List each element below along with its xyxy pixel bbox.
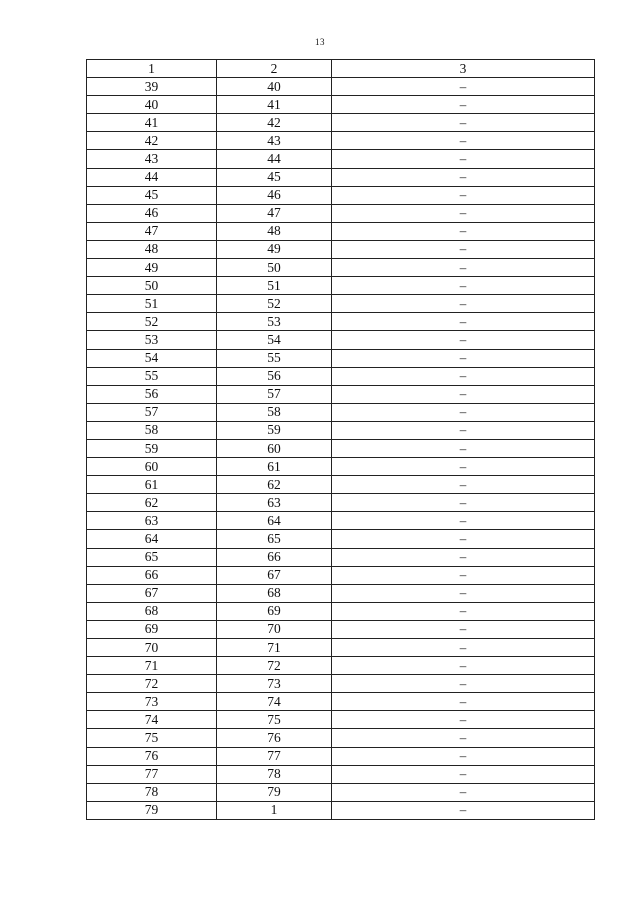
cell-col-1: 47 (87, 222, 217, 240)
cell-col-3: – (332, 530, 595, 548)
table-row (87, 385, 595, 403)
cell-col-3: – (332, 783, 595, 801)
cell-col-2: 60 (217, 439, 332, 457)
cell-col-2: 61 (217, 458, 332, 476)
data-table (86, 59, 595, 820)
cell-col-2: 75 (217, 711, 332, 729)
table-row (87, 313, 595, 331)
cell-col-2: 1 (217, 801, 332, 819)
cell-col-1: 59 (87, 439, 217, 457)
table-row (87, 331, 595, 349)
cell-col-2: 73 (217, 675, 332, 693)
cell-col-1: 50 (87, 277, 217, 295)
column-header-1: 1 (87, 60, 217, 78)
cell-col-2: 79 (217, 783, 332, 801)
cell-col-3: – (332, 277, 595, 295)
cell-col-2: 78 (217, 765, 332, 783)
table-row (87, 747, 595, 765)
table-header (87, 60, 595, 78)
cell-col-3: – (332, 602, 595, 620)
cell-col-3: – (332, 675, 595, 693)
column-header-3: 3 (332, 60, 595, 78)
cell-col-2: 42 (217, 114, 332, 132)
table-row (87, 349, 595, 367)
table-row (87, 78, 595, 96)
cell-col-2: 72 (217, 657, 332, 675)
cell-col-3: – (332, 222, 595, 240)
cell-col-1: 49 (87, 259, 217, 277)
cell-col-1: 58 (87, 421, 217, 439)
cell-col-3: – (332, 150, 595, 168)
cell-col-3: – (332, 584, 595, 602)
table-row (87, 367, 595, 385)
cell-col-1: 51 (87, 295, 217, 313)
cell-col-2: 64 (217, 512, 332, 530)
table-row (87, 186, 595, 204)
cell-col-1: 69 (87, 620, 217, 638)
cell-col-2: 69 (217, 602, 332, 620)
cell-col-3: – (332, 295, 595, 313)
table-row (87, 639, 595, 657)
cell-col-1: 63 (87, 512, 217, 530)
table-body (87, 78, 595, 820)
cell-col-2: 41 (217, 96, 332, 114)
cell-col-3: – (332, 421, 595, 439)
cell-col-1: 57 (87, 403, 217, 421)
cell-col-1: 41 (87, 114, 217, 132)
table-row (87, 204, 595, 222)
cell-col-1: 53 (87, 331, 217, 349)
cell-col-3: – (332, 240, 595, 258)
table-row (87, 566, 595, 584)
cell-col-3: – (332, 494, 595, 512)
cell-col-1: 48 (87, 240, 217, 258)
cell-col-3: – (332, 439, 595, 457)
table-row (87, 150, 595, 168)
table-row (87, 96, 595, 114)
cell-col-2: 51 (217, 277, 332, 295)
table-row (87, 783, 595, 801)
cell-col-1: 44 (87, 168, 217, 186)
cell-col-2: 67 (217, 566, 332, 584)
table-row (87, 132, 595, 150)
cell-col-3: – (332, 765, 595, 783)
cell-col-2: 63 (217, 494, 332, 512)
cell-col-2: 71 (217, 639, 332, 657)
cell-col-3: – (332, 566, 595, 584)
cell-col-3: – (332, 729, 595, 747)
table-row (87, 602, 595, 620)
cell-col-1: 77 (87, 765, 217, 783)
cell-col-2: 59 (217, 421, 332, 439)
cell-col-3: – (332, 367, 595, 385)
cell-col-3: – (332, 78, 595, 96)
cell-col-2: 70 (217, 620, 332, 638)
cell-col-3: – (332, 114, 595, 132)
cell-col-3: – (332, 331, 595, 349)
table-row (87, 675, 595, 693)
cell-col-2: 52 (217, 295, 332, 313)
table-row (87, 421, 595, 439)
table-row (87, 548, 595, 566)
cell-col-3: – (332, 259, 595, 277)
cell-col-1: 56 (87, 385, 217, 403)
cell-col-2: 49 (217, 240, 332, 258)
cell-col-3: – (332, 403, 595, 421)
cell-col-2: 40 (217, 78, 332, 96)
cell-col-3: – (332, 512, 595, 530)
cell-col-1: 60 (87, 458, 217, 476)
table-row (87, 765, 595, 783)
cell-col-1: 66 (87, 566, 217, 584)
cell-col-2: 53 (217, 313, 332, 331)
cell-col-3: – (332, 349, 595, 367)
table-row (87, 259, 595, 277)
table-row (87, 458, 595, 476)
cell-col-1: 46 (87, 204, 217, 222)
cell-col-1: 78 (87, 783, 217, 801)
table-row (87, 693, 595, 711)
cell-col-3: – (332, 548, 595, 566)
cell-col-1: 74 (87, 711, 217, 729)
table-row (87, 439, 595, 457)
page-number: 13 (315, 37, 325, 47)
cell-col-2: 46 (217, 186, 332, 204)
cell-col-2: 54 (217, 331, 332, 349)
table-row (87, 295, 595, 313)
table-row (87, 168, 595, 186)
cell-col-1: 67 (87, 584, 217, 602)
cell-col-3: – (332, 204, 595, 222)
table-row (87, 494, 595, 512)
table-row (87, 657, 595, 675)
cell-col-3: – (332, 801, 595, 819)
cell-col-1: 45 (87, 186, 217, 204)
cell-col-2: 66 (217, 548, 332, 566)
cell-col-1: 64 (87, 530, 217, 548)
cell-col-1: 68 (87, 602, 217, 620)
table-row (87, 729, 595, 747)
cell-col-3: – (332, 639, 595, 657)
cell-col-1: 72 (87, 675, 217, 693)
cell-col-3: – (332, 476, 595, 494)
table-row (87, 476, 595, 494)
cell-col-2: 65 (217, 530, 332, 548)
cell-col-1: 55 (87, 367, 217, 385)
cell-col-2: 76 (217, 729, 332, 747)
cell-col-1: 75 (87, 729, 217, 747)
cell-col-2: 43 (217, 132, 332, 150)
table-row (87, 240, 595, 258)
cell-col-1: 39 (87, 78, 217, 96)
cell-col-1: 65 (87, 548, 217, 566)
cell-col-2: 55 (217, 349, 332, 367)
cell-col-1: 42 (87, 132, 217, 150)
table-row (87, 403, 595, 421)
table-row (87, 512, 595, 530)
cell-col-1: 62 (87, 494, 217, 512)
cell-col-2: 48 (217, 222, 332, 240)
cell-col-1: 70 (87, 639, 217, 657)
column-header-2: 2 (217, 60, 332, 78)
table-row (87, 801, 595, 819)
cell-col-1: 73 (87, 693, 217, 711)
table-row (87, 530, 595, 548)
cell-col-1: 54 (87, 349, 217, 367)
cell-col-3: – (332, 657, 595, 675)
header-row (87, 60, 595, 78)
cell-col-3: – (332, 693, 595, 711)
cell-col-3: – (332, 168, 595, 186)
cell-col-2: 56 (217, 367, 332, 385)
cell-col-3: – (332, 711, 595, 729)
cell-col-1: 52 (87, 313, 217, 331)
table-row (87, 620, 595, 638)
table-row (87, 222, 595, 240)
cell-col-3: – (332, 747, 595, 765)
table-row (87, 277, 595, 295)
cell-col-2: 74 (217, 693, 332, 711)
cell-col-2: 50 (217, 259, 332, 277)
cell-col-3: – (332, 385, 595, 403)
cell-col-2: 62 (217, 476, 332, 494)
cell-col-1: 43 (87, 150, 217, 168)
table-row (87, 584, 595, 602)
cell-col-3: – (332, 458, 595, 476)
cell-col-1: 79 (87, 801, 217, 819)
cell-col-2: 44 (217, 150, 332, 168)
cell-col-3: – (332, 132, 595, 150)
cell-col-2: 58 (217, 403, 332, 421)
cell-col-3: – (332, 186, 595, 204)
cell-col-1: 40 (87, 96, 217, 114)
cell-col-1: 61 (87, 476, 217, 494)
table-row (87, 711, 595, 729)
cell-col-2: 68 (217, 584, 332, 602)
cell-col-3: – (332, 313, 595, 331)
table-row (87, 114, 595, 132)
cell-col-2: 57 (217, 385, 332, 403)
cell-col-1: 71 (87, 657, 217, 675)
cell-col-3: – (332, 96, 595, 114)
cell-col-1: 76 (87, 747, 217, 765)
cell-col-2: 45 (217, 168, 332, 186)
cell-col-2: 47 (217, 204, 332, 222)
cell-col-2: 77 (217, 747, 332, 765)
cell-col-3: – (332, 620, 595, 638)
